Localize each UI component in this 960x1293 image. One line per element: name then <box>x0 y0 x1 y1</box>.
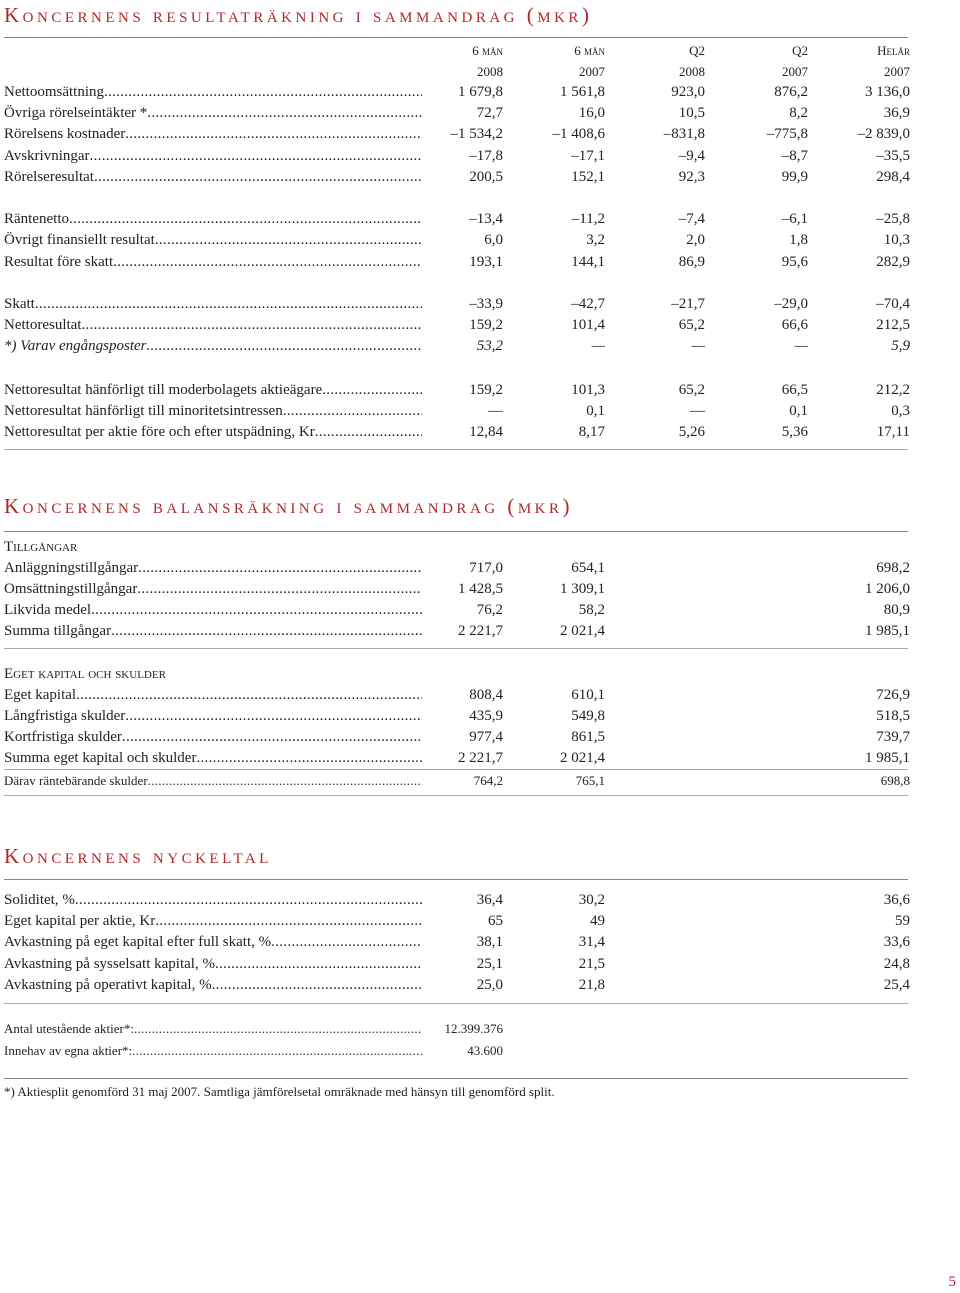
col-header-period: Helår <box>877 43 910 58</box>
footnote-rule <box>4 1078 908 1079</box>
cell-value: 2 221,7 <box>458 623 503 639</box>
cell-value: — <box>691 338 705 354</box>
cell-value: 6,0 <box>484 232 503 248</box>
cell-value: 72,7 <box>476 105 503 121</box>
cell-value: –775,8 <box>766 126 808 142</box>
cell-value: 212,5 <box>876 317 910 333</box>
row-label: Kortfristiga skulder ..... <box>4 727 422 748</box>
cell-value: –9,4 <box>678 148 705 164</box>
cell-value: 25,1 <box>476 956 503 972</box>
table-row <box>4 975 910 996</box>
cell-value: 59 <box>895 913 910 929</box>
row-label: Avkastning på sysselsatt kapital, % ..... <box>4 954 422 975</box>
cell-value: 17,11 <box>876 424 910 440</box>
balance-title: Koncernens balansräkning i sammandrag (mkr) <box>4 494 574 518</box>
cell-value: 5,36 <box>781 424 808 440</box>
table-row <box>4 890 910 911</box>
row-label: Antal utestående aktier*: ..... <box>4 1018 422 1039</box>
row-label: Nettoomsättning ..... <box>4 82 422 103</box>
table-row <box>4 230 910 251</box>
income-bottom-rule <box>4 449 908 450</box>
cell-value: 144,1 <box>571 254 605 270</box>
row-label: Avskrivningar ..... <box>4 146 422 167</box>
col-header-period: 6 mån <box>574 43 605 58</box>
cell-value: — <box>690 403 705 419</box>
cell-value: — <box>488 403 503 419</box>
cell-value: 99,9 <box>781 169 808 185</box>
cell-value: 21,5 <box>578 956 605 972</box>
cell-value: 435,9 <box>469 708 503 724</box>
cell-value: 8,17 <box>578 424 605 440</box>
table-row <box>4 252 910 273</box>
assets-heading: Tillgångar <box>4 539 78 555</box>
cell-value: 36,6 <box>883 892 910 908</box>
row-label: Nettoresultat hänförligt till moderbolagets aktieägare ..... <box>4 380 422 401</box>
cell-value: 5,26 <box>678 424 705 440</box>
cell-value: 0,3 <box>891 403 910 419</box>
cell-value: 76,2 <box>476 602 503 618</box>
income-title-rule <box>4 37 908 38</box>
cell-value: 549,8 <box>571 708 605 724</box>
cell-value: –11,2 <box>571 211 605 227</box>
row-label: Därav räntebärande skulder ..... <box>4 770 422 791</box>
cell-value: 49 <box>590 913 605 929</box>
cell-value: 2,0 <box>686 232 705 248</box>
col-header-period: Q2 <box>689 43 705 58</box>
cell-value: 2 221,7 <box>458 750 503 766</box>
cell-value: 923,0 <box>671 84 705 100</box>
table-row <box>4 600 910 621</box>
table-row <box>4 911 910 932</box>
row-label: Nettoresultat per aktie före och efter utspädning, Kr ..... <box>4 422 422 443</box>
row-label: Soliditet, % ..... <box>4 890 422 911</box>
cell-value: 3 136,0 <box>865 84 910 100</box>
cell-value: 159,2 <box>469 317 503 333</box>
cell-value: 66,5 <box>781 382 808 398</box>
cell-value: –13,4 <box>469 211 503 227</box>
row-label: Övrigt finansiellt resultat ..... <box>4 230 422 251</box>
cell-value: 101,3 <box>571 382 605 398</box>
cell-value: 654,1 <box>571 560 605 576</box>
cell-value: 1 309,1 <box>560 581 605 597</box>
cell-value: 16,0 <box>578 105 605 121</box>
row-label: Anläggningstillgångar ..... <box>4 558 422 579</box>
table-row <box>4 336 910 357</box>
table-row <box>4 294 910 315</box>
cell-value: 1 985,1 <box>865 623 910 639</box>
row-label: Rörelseresultat ..... <box>4 167 422 188</box>
col-header-year: 2008 <box>679 64 705 79</box>
equity-heading: Eget kapital och skulder <box>4 666 166 682</box>
table-row <box>4 685 910 706</box>
cell-value: 86,9 <box>678 254 705 270</box>
cell-value: 25,0 <box>476 977 503 993</box>
income-header-year <box>4 61 910 82</box>
col-header-period: 6 mån <box>472 43 503 58</box>
page-number: 5 <box>948 1274 956 1290</box>
cell-value: 717,0 <box>469 560 503 576</box>
cell-value: 12,84 <box>469 424 503 440</box>
cell-value: –6,1 <box>781 211 808 227</box>
cell-value: 698,8 <box>880 773 910 788</box>
table-row <box>4 621 910 642</box>
cell-value: –29,0 <box>774 296 808 312</box>
table-row <box>4 932 910 953</box>
cell-value: 30,2 <box>578 892 605 908</box>
cell-value: 698,2 <box>876 560 910 576</box>
cell-value: 80,9 <box>883 602 910 618</box>
table-row <box>4 103 910 124</box>
cell-value: 58,2 <box>578 602 605 618</box>
cell-value: 152,1 <box>571 169 605 185</box>
table-row <box>4 146 910 167</box>
table-row <box>4 954 910 975</box>
cell-value: 12.399.376 <box>444 1021 503 1036</box>
row-label: Långfristiga skulder ..... <box>4 706 422 727</box>
row-label: Avkastning på operativt kapital, % ..... <box>4 975 422 996</box>
row-label: Skatt ..... <box>4 294 422 315</box>
row-label: Avkastning på eget kapital efter full skatt, % ..... <box>4 932 422 953</box>
cell-value: 24,8 <box>883 956 910 972</box>
col-header-year: 2007 <box>579 64 605 79</box>
cell-value: 10,5 <box>678 105 705 121</box>
cell-value: 1 428,5 <box>458 581 503 597</box>
cell-value: 8,2 <box>789 105 808 121</box>
cell-value: 65 <box>488 913 503 929</box>
cell-value: 38,1 <box>476 934 503 950</box>
cell-value: 1 985,1 <box>865 750 910 766</box>
cell-value: –42,7 <box>571 296 605 312</box>
table-row <box>4 1018 910 1039</box>
cell-value: 92,3 <box>678 169 705 185</box>
cell-value: 193,1 <box>469 254 503 270</box>
table-row <box>4 770 910 791</box>
cell-value: 21,8 <box>578 977 605 993</box>
table-row <box>4 167 910 188</box>
cell-value: 200,5 <box>469 169 503 185</box>
row-label: Nettoresultat ..... <box>4 315 422 336</box>
table-row <box>4 706 910 727</box>
cell-value: 518,5 <box>876 708 910 724</box>
cell-value: –17,8 <box>469 148 503 164</box>
cell-value: 95,6 <box>781 254 808 270</box>
cell-value: –1 408,6 <box>552 126 605 142</box>
cell-value: –8,7 <box>781 148 808 164</box>
cell-value: 977,4 <box>469 729 503 745</box>
row-label: Innehav av egna aktier*: ..... <box>4 1040 422 1061</box>
cell-value: 3,2 <box>586 232 605 248</box>
income-header-period <box>4 40 910 61</box>
cell-value: –17,1 <box>571 148 605 164</box>
table-row <box>4 124 910 145</box>
cell-value: 2 021,4 <box>560 623 605 639</box>
row-label: Omsättningstillgångar ..... <box>4 579 422 600</box>
cell-value: 5,9 <box>891 338 910 354</box>
cell-value: 1 206,0 <box>865 581 910 597</box>
balance-bottom-rule <box>4 795 908 796</box>
table-row <box>4 401 910 422</box>
footnote: *) Aktiesplit genomförd 31 maj 2007. Samtliga jämförelsetal omräknade med hänsyn till genomförd split. <box>4 1084 555 1099</box>
cell-value: 65,2 <box>678 317 705 333</box>
row-label: Räntenetto ..... <box>4 209 422 230</box>
cell-value: 33,6 <box>883 934 910 950</box>
row-label: Övriga rörelseintäkter * ..... <box>4 103 422 124</box>
col-header-year: 2007 <box>782 64 808 79</box>
cell-value: 1,8 <box>789 232 808 248</box>
cell-value: –33,9 <box>469 296 503 312</box>
cell-value: 2 021,4 <box>560 750 605 766</box>
cell-value: –1 534,2 <box>450 126 503 142</box>
col-header-period: Q2 <box>792 43 808 58</box>
ratios-title-rule <box>4 879 908 880</box>
cell-value: 0,1 <box>586 403 605 419</box>
cell-value: –831,8 <box>663 126 705 142</box>
cell-value: 25,4 <box>883 977 910 993</box>
table-row <box>4 315 910 336</box>
row-label: Eget kapital ..... <box>4 685 422 706</box>
table-row <box>4 422 910 443</box>
table-row <box>4 748 910 769</box>
cell-value: 765,1 <box>575 773 605 788</box>
table-row <box>4 82 910 103</box>
cell-value: 212,2 <box>876 382 910 398</box>
row-label: Summa tillgångar ..... <box>4 621 422 642</box>
balance-title-rule <box>4 531 908 532</box>
cell-value: 861,5 <box>571 729 605 745</box>
cell-value: 0,1 <box>789 403 808 419</box>
row-label: Likvida medel ..... <box>4 600 422 621</box>
row-label: *) Varav engångsposter ..... <box>4 336 422 357</box>
cell-value: 101,4 <box>571 317 605 333</box>
cell-value: 1 679,8 <box>458 84 503 100</box>
cell-value: 10,3 <box>883 232 910 248</box>
cell-value: –21,7 <box>671 296 705 312</box>
cell-value: 282,9 <box>876 254 910 270</box>
cell-value: 1 561,8 <box>560 84 605 100</box>
cell-value: –70,4 <box>876 296 910 312</box>
ratios-bottom-rule <box>4 1003 908 1004</box>
cell-value: –2 839,0 <box>857 126 910 142</box>
table-row <box>4 380 910 401</box>
cell-value: 876,2 <box>774 84 808 100</box>
cell-value: 808,4 <box>469 687 503 703</box>
row-label: Summa eget kapital och skulder ..... <box>4 748 422 769</box>
table-row <box>4 209 910 230</box>
cell-value: 65,2 <box>678 382 705 398</box>
cell-value: 764,2 <box>473 773 503 788</box>
cell-value: 53,2 <box>476 338 503 354</box>
cell-value: –7,4 <box>678 211 705 227</box>
table-row <box>4 727 910 748</box>
cell-value: 739,7 <box>876 729 910 745</box>
table-row <box>4 558 910 579</box>
cell-value: 66,6 <box>781 317 808 333</box>
cell-value: –35,5 <box>876 148 910 164</box>
row-label: Resultat före skatt ..... <box>4 252 422 273</box>
cell-value: 36,9 <box>883 105 910 121</box>
cell-value: 159,2 <box>469 382 503 398</box>
cell-value: 610,1 <box>571 687 605 703</box>
cell-value: 726,9 <box>876 687 910 703</box>
row-label: Eget kapital per aktie, Kr ..... <box>4 911 422 932</box>
income-title: Koncernens resultaträkning i sammandrag (mkr) <box>4 3 593 27</box>
cell-value: 36,4 <box>476 892 503 908</box>
row-label: Rörelsens kostnader ..... <box>4 124 422 145</box>
cell-value: — <box>794 338 808 354</box>
table-row <box>4 1040 910 1061</box>
table-row <box>4 579 910 600</box>
cell-value: — <box>591 338 605 354</box>
assets-bottom-rule <box>4 648 908 649</box>
cell-value: 31,4 <box>578 934 605 950</box>
cell-value: 43.600 <box>467 1043 503 1058</box>
cell-value: –25,8 <box>876 211 910 227</box>
col-header-year: 2007 <box>884 64 910 79</box>
cell-value: 298,4 <box>876 169 910 185</box>
col-header-year: 2008 <box>477 64 503 79</box>
ratios-title: Koncernens nyckeltal <box>4 844 272 868</box>
row-label: Nettoresultat hänförligt till minoritetsintressen ..... <box>4 401 422 422</box>
